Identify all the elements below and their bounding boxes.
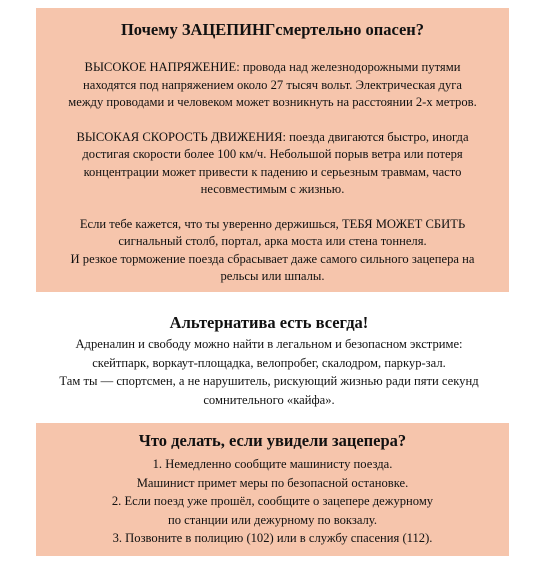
action-title: Что делать, если увидели зацепера?: [138, 431, 407, 450]
danger-box: [36, 8, 509, 292]
alternative-title: Альтернатива есть всегда!: [169, 313, 369, 332]
alternative-line: Там ты — спортсмен, а не нарушитель, рискующий жизнью ради пяти секунд: [59, 374, 479, 388]
speed-paragraph: [42, 129, 503, 199]
alternative-paragraph: [0, 335, 538, 409]
alternative-line: скейтпарк, воркаут-площадка, велопробег, скалодром, паркур-зал.: [92, 355, 446, 370]
action-box: [36, 423, 509, 556]
action-line: 3. Позвоните в полицию (102) или в службу спасения (112).: [112, 531, 433, 545]
grip-line: Если тебе кажется, что ты уверенно держишься, ТЕБЯ МОЖЕТ СБИТЬ: [79, 216, 466, 231]
speed-line: несовместимым с жизнью.: [200, 182, 345, 196]
danger-title: Почему ЗАЦЕПИНГсмертельно опасен?: [120, 20, 425, 39]
voltage-paragraph: [42, 59, 503, 112]
grip-line: рельсы или шпалы.: [220, 269, 325, 283]
voltage-line: ВЫСОКОЕ НАПРЯЖЕНИЕ: провода над железнодорожными путями: [84, 60, 461, 74]
alternative-line: сомнительного «кайфа».: [203, 392, 335, 407]
voltage-line: между проводами и человеком может возникнуть на расстоянии 2-х метров.: [68, 95, 477, 109]
speed-line: достигая скорости более 100 км/ч. Небольшой порыв ветра или потеря: [82, 147, 463, 161]
speed-line: концентрации может привести к падению и серьезным травмам, часто: [83, 164, 462, 179]
grip-line: И резкое торможение поезда сбрасывает даже самого сильного зацепера на: [70, 251, 475, 266]
action-line: Машинист примет меры по безопасной остановке.: [136, 475, 409, 490]
alternative-section: [0, 313, 538, 409]
voltage-line: находятся под напряжением около 27 тысяч вольт. Электрическая дуга: [82, 77, 463, 92]
speed-line: ВЫСОКАЯ СКОРОСТЬ ДВИЖЕНИЯ: поезда двигаются быстро, иногда: [76, 129, 469, 144]
action-paragraph: [42, 455, 503, 548]
grip-line: сигнальный столб, портал, арка моста или стена тоннеля.: [118, 234, 427, 248]
grip-paragraph: [42, 216, 503, 286]
action-line: по станции или дежурному по вокзалу.: [168, 512, 377, 527]
action-line: 1. Немедленно сообщите машинисту поезда.: [152, 457, 393, 471]
alternative-line: Адреналин и свободу можно найти в легальном и безопасном экстриме:: [75, 337, 463, 351]
action-line: 2. Если поезд уже прошёл, сообщите о зацепере дежурному: [111, 494, 434, 508]
